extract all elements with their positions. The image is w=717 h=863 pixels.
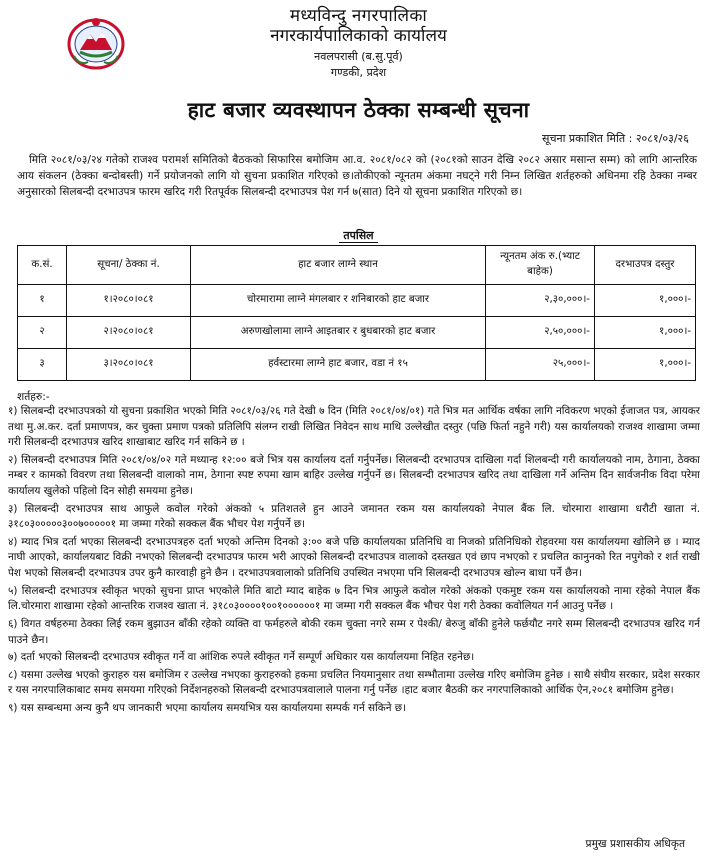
published-label: सूचना प्रकाशित मिति : [542, 132, 633, 145]
row-contract-no: १।२०८०।०८१ [67, 285, 191, 317]
notice-intro: मिति २०८१/०३/२४ गतेको राजश्व परामर्श समितिको बैठकको सिफारिस बमोजिम आ.व. २०८१/०८२ को (२०८१को साउन देखि २०८२ असार मसान्त सम्म) को लागि आन्तरिक आय संकलन (ठेक्का बन्दोबस्ती) गर्ने प्रयोजनको लागि यो सुचना प्रकाशित गरिएको छ।तोकीएको न्यूनतम अंकमा नघट्ने गरी निम्न लिखित शर्तहरुको अधिनमा रहि ठेक्का नम्बर अनुसारको सिलबन्दी दरभाउपत्र फारम खरिद गरी रितपूर्वक सिलबन्दी दरभाउपत्र पेश गर्न ७(सात) दिने यो सूचना प्रकाशित गरिएको छ। [17, 154, 697, 199]
column-header-place: हाट बजार लाग्ने स्थान [191, 246, 486, 285]
term-item: ८) यसमा उल्लेख भएको कुराहरु यस बमोजिम र उल्लेख नभएका कुराहरुको हकमा प्रचलित नियमानुसार तथा सम्भौतामा उल्लेख गरिए बमोजिम हुनेछ । साथै संघीय सरकार, प्रदेश सरकार र यस नगरपालिकाबाट समय समयमा गरिएको निर्देशनहरुको सिलबन्दी दरभाउपत्रवालाले पालना गर्नु पर्नेछ ।हाट बजार बैठकी कर नगरपालिकाको आर्थिक ऐन,२०८१ बमोजिम हुनेछ। [8, 668, 700, 697]
row-sn: ३ [18, 349, 67, 381]
term-item: ४) म्याद भित्र दर्ता भएका सिलबन्दी दरभाउपत्रहरु दर्ता भएको अन्तिम दिनको ३:०० बजे पछि कार्यालयका प्रतिनिधि वा निजको प्रतिनिधिको रोहवरमा यस कार्यालयमा खोलिने छ । म्याद नाघी आएको, कार्यालयबाट विक्री नभएको सिलबन्दी दरभाउपत्र फारम भरी आएको सिलबन्दी दरभाउपत्र वालाको दस्तखत एवं छाप नभएको र प्रचलित कानुनको रित नपुगेको र शर्त राखी पेश भएको सिलबन्दी दरभाउपत्र उपर कुनै कारवाही हुने छैन । दरभाउपत्रवालाको प्रतिनिधि उपस्थित नभएमा पनि सिलबन्दी दरभाउपत्र खोल्न बाधा पर्ने छैन। [8, 535, 700, 580]
row-place: चोरमारामा लाग्ने मंगलबार र शनिबारको हाट बजार [191, 285, 486, 317]
column-header-min-amount: न्यूनतम अंक रु.(भ्याट बाहेक) [486, 246, 595, 285]
row-sn: १ [18, 285, 67, 317]
column-header-fee: दरभाउपत्र दस्तुर [595, 246, 696, 285]
row-contract-no: ३।२०८०।०८१ [67, 349, 191, 381]
row-sn: २ [18, 317, 67, 349]
term-item: ७) दर्ता भएको सिलबन्दी दरभाउपत्र स्वीकृत गर्ने वा आंशिक रुपले स्वीकृत गर्ने सम्पूर्ण अधिकार यस कार्यालयमा निहित रहनेछ। [8, 651, 475, 664]
term-item: ९) यस सम्बन्धमा अन्य कुनै थप जानकारी भएमा कार्यालय समयभित्र यस कार्यालयमा सम्पर्क गर्न सकिने छ। [8, 701, 407, 714]
column-header-sn: क.सं. [18, 246, 67, 285]
row-contract-no: २।२०८०।०८१ [67, 317, 191, 349]
row-fee: १,०००।- [595, 285, 696, 317]
term-item: ३) सिलबन्दी दरभाउपत्र साथ आफुले कवोल गरेको अंकको ५ प्रतिशतले हुन आउने जमानत रकम यस कार्यालयको नेपाल बैंक लि. चोरमारा शाखामा धरौटी खाता नं. ३१८०३०००००३००७०००००१ मा जम्मा गरेको सक्कल बैंक भौचर पेश गर्नुपर्ने छ। [8, 502, 700, 531]
table-header-row [18, 246, 696, 285]
term-item: ६) विगत वर्षहरुमा ठेक्का लिई रकम बुझाउन बाँकी रहेको व्यक्ति वा फर्महरुले बोकी रकम चुक्ता नगरे सम्म र पेश्की/ बेरुजु बाँकी हुनेले फर्छयौट नगरे सम्म सिलबन्दी दरभाउपत्र खरिद गर्न पाउने छैन। [8, 617, 700, 646]
letterhead [0, 6, 717, 81]
term-item: १) सिलबन्दी दरभाउपत्रको यो सुचना प्रकाशित भएको मिति २०८१/०३/२६ गते देखी ७ दिन (मिति २०८१/०४/०१) गते भित्र मत आर्थिक वर्षका लागि नविकरण भएको ईजाजत पत्र, आयकर तथा मु.अ.कर. दर्ता प्रमाणपत्र, कर चुक्ता प्रमाण पत्रको प्रतिलिपि संलग्न राखी लिखित निवेदन साथ माथि उल्लेखीत दस्तुर (पछि फिर्ता नहुने गरी) यस कार्यालयको राजश्व शाखामा जम्मा गरी सिलबन्दी दरभाउपत्र खरिद शाखाबाट खरिद गर्न सकिने छ । [8, 405, 700, 449]
contract-table [17, 245, 696, 381]
notice-title: हाट बजार व्यवस्थापन ठेक्का सम्बन्धी सूचना [187, 98, 530, 122]
office-name: नगरकार्यपालिकाको कार्यालय [270, 26, 447, 47]
table-row [18, 285, 696, 317]
table-row [18, 349, 696, 381]
terms-list [8, 404, 700, 719]
term-item: २) सिलबन्दी दरभाउपत्र मिति २०८१/०४/०२ गते मध्यान्ह १२:०० बजे भित्र यस कार्यालय दर्ता गर्नुपर्नेछ। सिलबन्दी दरभाउपत्र दाखिला गर्दा शिलबन्दी गरी कार्यालयको नाम, ठेगाना, ठेक्का नम्बर र कामको विवरण तथा सिलबन्दी वालाको नाम, ठेगाना स्पष्ट रुपमा खाम बाहिर उल्लेख गर्नुपर्ने छ। सिलबन्दी दरभाउपत्र खरिद तथा दाखिला गर्ने अन्तिम दिन सार्वजनीक विदा परेमा कार्यालय खुलेको पहिलो दिन सोही समयमा हुनेछ। [8, 453, 700, 498]
terms-heading: शर्तहरु:- [17, 391, 50, 403]
row-min-amount: २,५०,०००।- [486, 317, 595, 349]
row-place: हर्वस्टारमा लाग्ने हाट बजार, वडा नं १५ [191, 349, 486, 381]
term-item: ५) सिलबन्दी दरभाउपत्र स्वीकृत भएको सुचना प्राप्त भएकोले मिति बाटो म्याद बाहेक ७ दिन भित्र आफुले कवोल गरेको अंकको एकमुष्ट रकम यस कार्यालयको नामा रहेको नेपाल बैंक लि.चोरमारा शाखामा रहेको आन्तरिक राजश्व खाता नं. ३१८०३००००१००१००००००१ मा जम्मा गरी सक्कल बैंक भौचर पेश गरी ठेक्का कवोलियत गर्न आउनु पर्नेछ । [8, 584, 700, 613]
province-name: गण्डकी, प्रदेश [330, 66, 387, 80]
published-date: २०८१/०३/२६ [635, 132, 689, 145]
row-min-amount: २५,०००।- [486, 349, 595, 381]
row-fee: १,०००।- [595, 317, 696, 349]
district-name: नवलपरासी (ब.सु.पूर्व) [314, 49, 403, 63]
row-min-amount: २,३०,०००।- [486, 285, 595, 317]
published-date-line [542, 131, 689, 147]
row-fee: १,०००।- [595, 349, 696, 381]
municipality-name: मध्यविन्दु नगरपालिका [289, 6, 428, 26]
table-row [18, 317, 696, 349]
row-place: अरुणखोलामा लाग्ने आइतबार र बुधबारको हाट बजार [191, 317, 486, 349]
annex-heading [0, 228, 717, 244]
column-header-contract-no: सूचना/ ठेक्का नं. [67, 246, 191, 285]
signature-title: प्रमुख प्रशासकीय अधिकृत [585, 838, 685, 850]
annex-label: तपसिल [339, 229, 377, 243]
